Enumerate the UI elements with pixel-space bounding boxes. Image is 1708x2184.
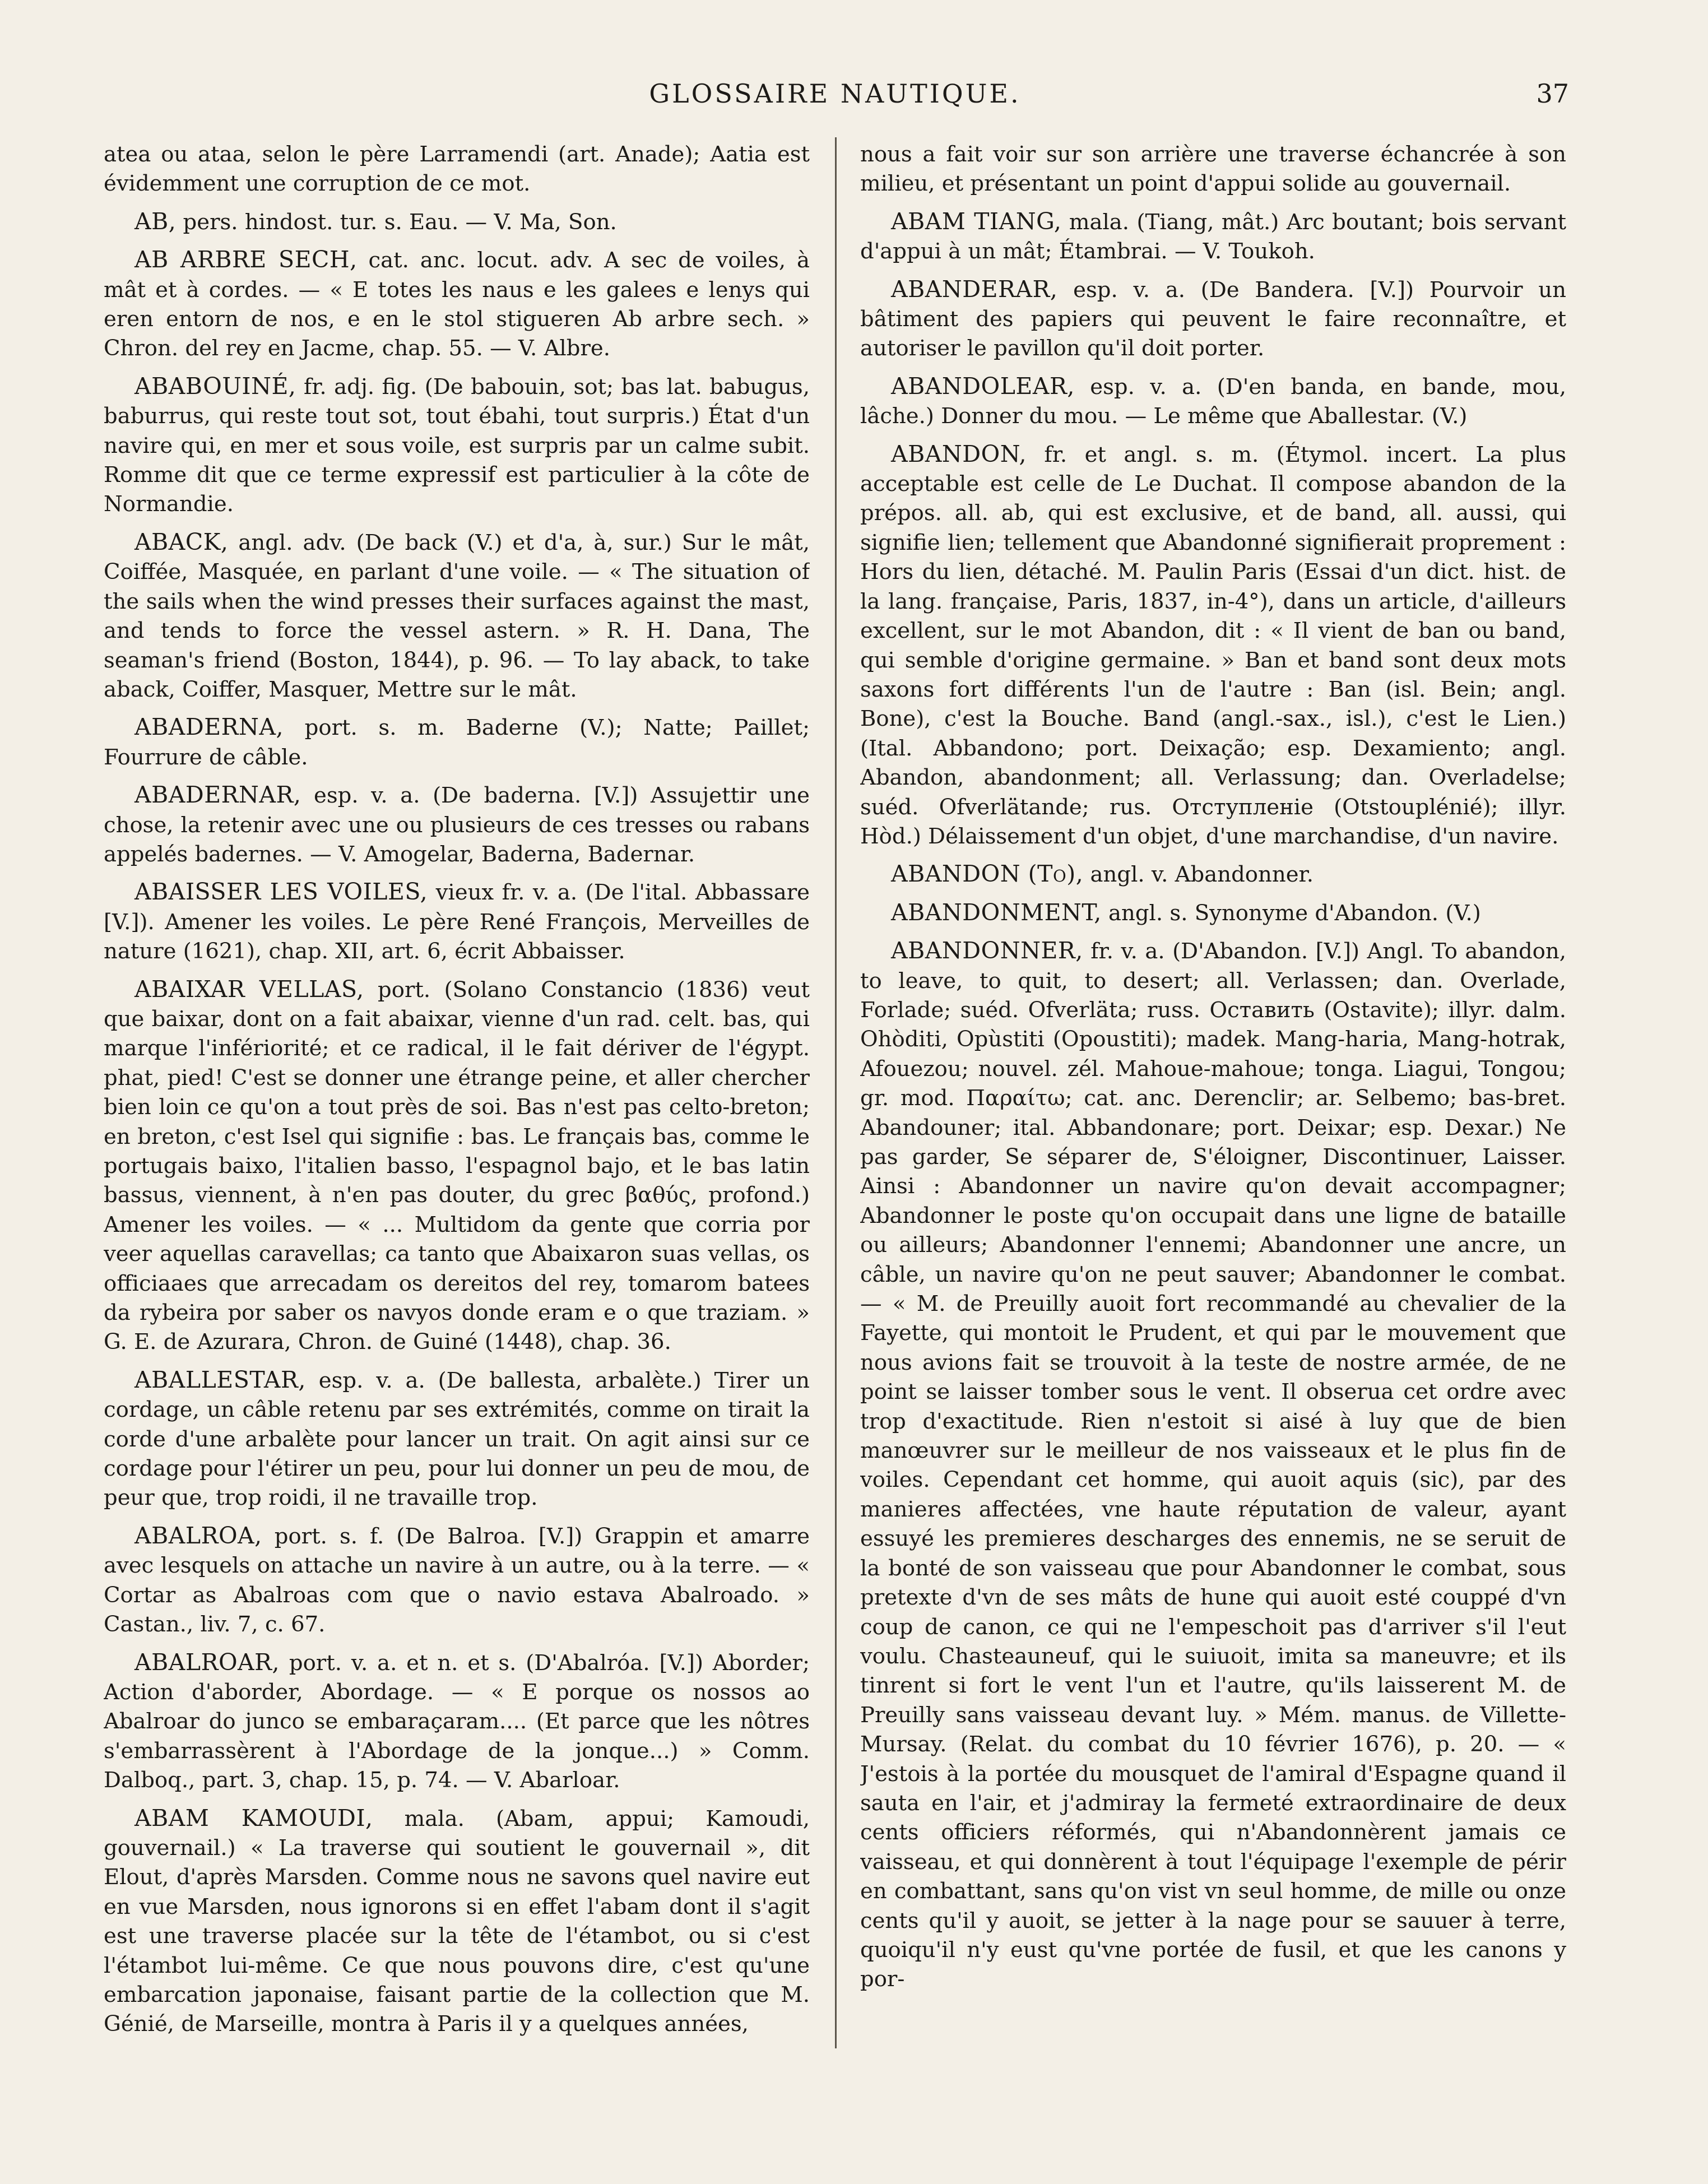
right-column	[860, 140, 1566, 2118]
dictionary-entry	[104, 1521, 810, 1640]
entry-text: port. v. a. et n. et s. (D'Abalróa. [V.]) Aborder; Action d'aborder, Abordage. — « E porque os nossos ao Abalroar do junco se embaraçaram.... (Et parce que les nôtres s'embarrassèrent à l'Abordage de la jonque...) » Comm. Dalboq., part. 3, chap. 15, p. 74. — V. Abarloar.	[104, 1650, 810, 1793]
entry-text: fr. adj. fig. (De babouin, sot; bas lat. babugus, baburrus, qui reste tout sot, tout ébahi, tout surpris.) État d'un navire qui, en mer et sous voile, est surpris par un calme subit. Romme dit que ce terme expressif est particulier à la côte de Normandie.	[104, 374, 810, 517]
page-number: 37	[1536, 78, 1569, 109]
entry-text: nous a fait voir sur son arrière une traverse échancrée à son milieu, et présentant un point d'appui solide au gouvernail.	[860, 142, 1566, 197]
entry-headword: ABALROAR,	[134, 1648, 280, 1676]
entry-headword: ABABOUINÉ,	[134, 372, 296, 400]
column-divider	[835, 137, 837, 2048]
running-title: GLOSSAIRE NAUTIQUE.	[649, 78, 1021, 109]
dictionary-entry	[104, 877, 810, 966]
dictionary-entry	[860, 936, 1566, 1995]
entry-text: pers. hindost. tur. s. Eau. — V. Ma, Son.	[176, 209, 617, 235]
entry-headword: ABANDONMENT,	[891, 898, 1102, 926]
entry-text: esp. v. a. (D'en banda, en bande, mou, lâche.) Donner du mou. — Le même que Aballestar. (V.)	[860, 374, 1566, 429]
entry-headword: ABANDOLEAR,	[891, 372, 1075, 400]
dictionary-entry	[104, 372, 810, 520]
entry-headword: ABANDERAR,	[891, 275, 1058, 303]
dictionary-entry	[104, 780, 810, 869]
dictionary-entry	[104, 245, 810, 364]
entry-text: mala. (Tiang, mât.) Arc boutant; bois servant d'appui à un mât; Étambrai. — V. Toukoh.	[860, 209, 1566, 265]
dictionary-entry	[860, 439, 1566, 852]
dictionary-entry	[104, 1365, 810, 1513]
entry-headword: ABANDON (To),	[891, 860, 1084, 888]
dictionary-entry	[104, 975, 810, 1357]
entry-text: angl. adv. (De back (V.) et d'a, à, sur.) Sur le mât, Coiffée, Masquée, en parlant d'une voile. — « The situation of the sails when the wind presses their surfaces against the mast, and tends to force the vessel astern. » R. H. Dana, The seaman's friend (Boston, 1844), p. 96. — To lay aback, to take aback, Coiffer, Masquer, Mettre sur le mât.	[104, 530, 810, 702]
entry-headword: ABAIXAR VELLAS,	[134, 975, 364, 1003]
dictionary-entry	[860, 140, 1566, 199]
entry-text: port. s. f. (De Balroa. [V.]) Grappin et amarre avec lesquels on attache un navire à un autre, ou à la terre. — « Cortar as Abalroas com que o navio estava Abalroado. » Castan., liv. 7, c. 67.	[104, 1523, 810, 1638]
dictionary-entry	[860, 898, 1566, 928]
entry-headword: ABADERNA,	[134, 713, 284, 741]
dictionary-entry	[104, 140, 810, 199]
entry-text: vieux fr. v. a. (De l'ital. Abbassare [V.]). Amener les voiles. Le père René François, Merveilles de nature (1621), chap. XII, art. 6, écrit Abbaisser.	[104, 880, 810, 965]
entry-headword: ABADERNAR,	[134, 781, 301, 809]
entry-text: fr. v. a. (D'Abandon. [V.]) Angl. To abandon, to leave, to quit, to desert; all. Verlassen; dan. Overlade, Forlade; suéd. Ofverläta; russ. Оставить (Ostavite); illyr. dalm. Ohòditi, Opùstiti (Opoustiti); madek. Mang-haria, Mang-hotrak, Afouezou; nouvel. zél. Mahoue-mahoue; tonga. Liagui, Tongou; gr. mod. Παραίτω; cat. anc. Derenclir; ar. Selbemo; bas-bret. Abandouner; ital. Abbandonare; port. Deixar; esp. Dexar.) Ne pas garder, Se séparer de, S'éloigner, Discontinuer, Laisser. Ainsi : Abandonner un navire qu'on devait accompagner; Abandonner le poste qu'on occupait dans une ligne de bataille ou ailleurs; Abandonner l'ennemi; Abandonner une ancre, un câble, un navire qu'on ne peut sauver; Abandonner le combat. — « M. de Preuilly auoit fort recommandé au chevalier de la Fayette, qui montoit le Prudent, et qui par le mouvement que nous avions fait se trouvoit à la teste de nostre armée, de ne point se laisser tomber sous le vent. Il obserua cet ordre avec trop d'exactitude. Rien n'estoit si aisé à luy que de bien manœuvrer sur le meilleur de nos vaisseaux et le plus fin de voiles. Cependant cet homme, qui auoit aquis (sic), par des manieres affectées, vne haute réputation de valeur, ayant essuyé les premieres descharges des ennemis, ne se seruit de la bonté de son vaisseau que pour Abandonner le combat, sous pretexte d'vn de ses mâts de hune qui auoit esté couppé d'vn coup de canon, ce qui ne l'empeschoit pas d'arriver s'il l'eut voulu. Chasteauneuf, qui le suiuoit, imita sa maneuvre; et ils tinrent si fort le vent l'un et l'autre, qu'ils laisserent M. de Preuilly sans vaisseau devant luy. » Mém. manus. de Villette-Mursay. (Relat. du combat du 10 février 1676), p. 20. — « J'estois à la portée du mousquet de l'amiral d'Espagne quand il sauta en l'air, et j'admiray la fermeté extraordinaire de deux cents officiers réformés, qui n'Abandonnèrent jamais ce vaisseau, et qui donnèrent à tout l'équipage l'exemple de périr en combattant, sans qu'on vist vn seul homme, de mille ou onze cents qu'il y auoit, se jetter à la nage pour se sauuer à terre, quoiqu'il n'y eust qu'vne portée de fusil, et que les canons y por-	[860, 939, 1566, 1992]
entry-headword: ABALLESTAR,	[134, 1366, 306, 1393]
entry-text: fr. et angl. s. m. (Étymol. incert. La plus acceptable est celle de Le Duchat. Il compose abandon de la prépos. all. ab, qui est exclusive, et de band, all. aussi, qui signifie lien; tellement que Abandonné signifierait proprement : Hors du lien, détaché. M. Paulin Paris (Essai d'un dict. hist. de la lang. française, Paris, 1837, in-4°), dans un article, d'ailleurs excellent, sur le mot Abandon, dit : « Il vient de ban ou band, qui semble d'origine germaine. » Ban et band sont deux mots saxons fort différents l'un de l'autre : Ban (isl. Bein; angl. Bone), c'est la Bouche. Band (angl.-sax., isl.), c'est le Lien.) (Ital. Abbandono; port. Deixação; esp. Dexamiento; angl. Abandon, abandonment; all. Verlassung; dan. Overladelse; suéd. Ofverlätande; rus. Отступленіе (Otstouplénié); illyr. Hòd.) Délaissement d'un objet, d'une marchandise, d'un navire.	[860, 442, 1566, 849]
entry-headword: AB ARBRE SECH,	[134, 246, 358, 273]
entry-text: port. s. m. Baderne (V.); Natte; Paillet; Fourrure de câble.	[104, 715, 810, 770]
dictionary-entry	[104, 527, 810, 704]
dictionary-entry	[104, 712, 810, 772]
entry-headword: ABANDON,	[891, 440, 1027, 467]
dictionary-entry	[104, 207, 810, 237]
entry-headword: ABALROA,	[134, 1522, 262, 1549]
dictionary-entry	[860, 859, 1566, 889]
dictionary-entry	[860, 275, 1566, 364]
entry-headword: ABAM KAMOUDI,	[134, 1804, 373, 1831]
entry-headword: ABAM TIANG,	[891, 207, 1062, 235]
entry-text: cat. anc. locut. adv. A sec de voiles, à mât et à cordes. — « E totes les naus e les galees e lenys qui eren entorn de nos, e en le stol stigueren Ab arbre sech. » Chron. del rey en Jacme, chap. 55. — V. Albre.	[104, 248, 810, 361]
entry-headword: ABACK,	[134, 528, 229, 555]
dictionary-entry	[860, 207, 1566, 267]
dictionary-entry	[104, 1803, 810, 2039]
entry-text: angl. v. Abandonner.	[1083, 862, 1314, 888]
left-column	[104, 140, 810, 2118]
entry-text: esp. v. a. (De baderna. [V.]) Assujettir une chose, la retenir avec une ou plusieurs de ces tresses ou rabans appelés badernes. — V. Amogelar, Baderna, Badernar.	[104, 783, 810, 867]
entry-text: esp. v. a. (De Bandera. [V.]) Pourvoir un bâtiment des papiers qui peuvent le faire reconnaître, et autoriser le pavillon qu'il doit porter.	[860, 277, 1566, 361]
entry-headword: ABAISSER LES VOILES,	[134, 878, 428, 906]
entry-headword: AB,	[134, 207, 177, 235]
dictionary-entry	[104, 1648, 810, 1796]
entry-headword: ABANDONNER,	[891, 937, 1083, 965]
entry-text: angl. s. Synonyme d'Abandon. (V.)	[1101, 900, 1481, 926]
entry-text: mala. (Abam, appui; Kamoudi, gouvernail.) « La traverse qui soutient le gouvernail », dit Elout, d'après Marsden. Comme nous ne savons quel navire eut en vue Marsden, nous ignorons si en effet l'abam dont il s'agit est une traverse placée sur la tête de l'étambot, ou si c'est l'étambot lui-même. Ce que nous pouvons dire, c'est qu'une embarcation japonaise, faisant partie de la collection que M. Génié, de Marseille, montra à Paris il y a quelques années,	[104, 1806, 810, 2037]
entry-text: atea ou ataa, selon le père Larramendi (art. Anade); Aatia est évidemment une corruption de ce mot.	[104, 142, 810, 197]
dictionary-entry	[860, 372, 1566, 432]
entry-text: port. (Solano Constancio (1836) veut que baixar, dont on a fait abaixar, vienne d'un rad. celt. bas, qui marque l'infériorité; et ce radical, il le fait dériver de l'égypt. phat, pied! C'est se donner une étrange peine, et aller chercher bien loin ce qu'on a tout près de soi. Bas n'est pas celto-breton; en breton, c'est Isel qui signifie : bas. Le français bas, comme le portugais baixo, l'italien basso, l'espagnol bajo, et le bas latin bassus, viennent, à n'en pas douter, du grec βαθύς, profond.) Amener les voiles. — « ... Multidom da gente que corria por veer aquellas caravellas; ca tanto que Abaixaron suas vellas, os officiaaes que arrecadam os dereitos del rey, tomarom batees da rybeira por saber os navyos donde eram e o que traziam. » G. E. de Azurara, Chron. de Guiné (1448), chap. 36.	[104, 977, 810, 1355]
entry-text: esp. v. a. (De ballesta, arbalète.) Tirer un cordage, un câble retenu par ses extrémités, comme on tirait la corde d'une arbalète pour lancer un trait. On agit ainsi sur ce cordage pour l'étirer un peu, pour lui donner un peu de mou, de peur que, trop roidi, il ne travaille trop.	[104, 1367, 810, 1511]
page-header	[95, 78, 1575, 118]
